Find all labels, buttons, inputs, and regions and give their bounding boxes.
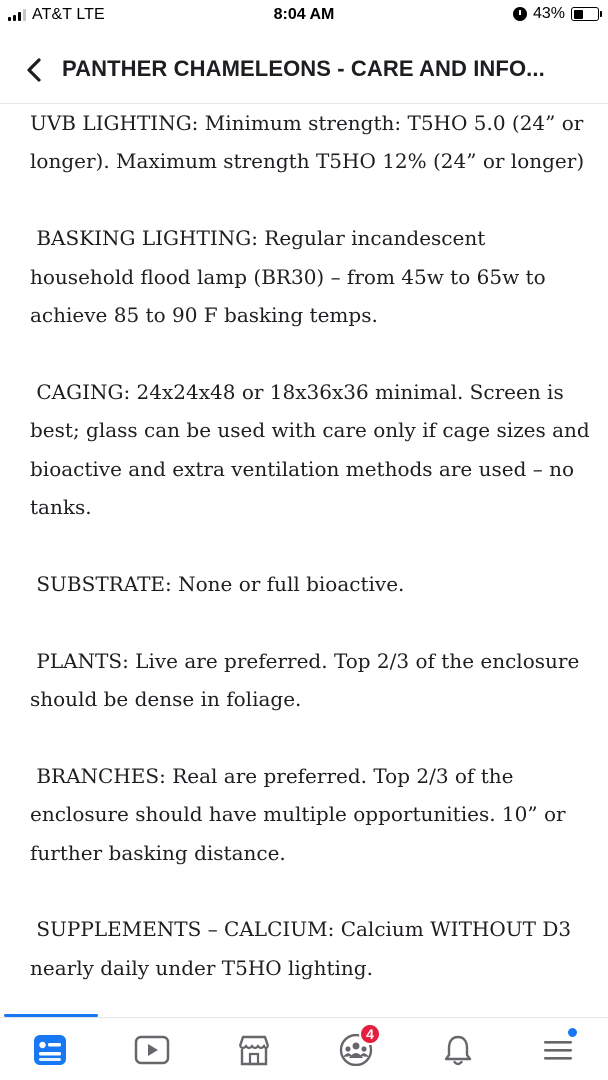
tab-menu[interactable] [536,1030,580,1070]
menu-icon [541,1035,575,1065]
bell-icon [442,1033,474,1067]
video-icon [134,1035,170,1065]
article-paragraph: SUPPLEMENTS – CALCIUM: Calcium WITHOUT D3 nearly daily under T5HO lighting. [30,917,578,980]
signal-icon [8,9,26,21]
tab-news-feed[interactable] [28,1030,72,1070]
nav-header [0,34,608,104]
battery-icon [571,7,599,21]
paragraph-gap [30,872,590,910]
battery-percent: 43% [532,5,565,22]
article-paragraph: PLANTS: Live are preferred. Top 2/3 of the enclosure should be dense in foliage. [30,648,586,712]
tab-marketplace[interactable] [232,1030,276,1070]
tab-watch[interactable] [130,1030,174,1070]
paragraph-gap [30,526,590,564]
back-button[interactable] [14,50,54,90]
alarm-icon [513,7,527,21]
battery-fill [574,10,584,19]
status-right [513,5,602,23]
article-paragraph: UVB LIGHTING: Minimum strength: T5HO 5.0 (24” or longer). Maximum strength T5HO 12% (24” or longer) [30,111,590,174]
status-time: 8:04 AM [273,6,335,23]
status-left [8,6,105,24]
article-paragraph: SUBSTRATE: None or full bioactive. [30,571,405,596]
battery-nub [600,11,602,17]
groups-badge: 4 [359,1023,381,1045]
marketplace-icon [236,1034,272,1066]
paragraph-gap [30,718,590,756]
article-paragraph: BRANCHES: Real are preferred. Top 2/3 of the enclosure should have multiple opportunities. 10” or further basking distance. [30,763,572,865]
paragraph-gap [30,181,590,219]
bottom-tab-bar [0,1017,608,1080]
page-title: PANTHER CHAMELEONS - CARE AND INFO... [62,56,545,81]
status-bar [0,0,608,34]
paragraph-gap [30,603,590,641]
tab-notifications[interactable] [436,1030,480,1070]
news-feed-icon [33,1034,67,1066]
article-body [30,104,597,987]
menu-notification-dot [567,1027,578,1038]
chevron-left-icon [24,57,44,83]
content-area[interactable] [0,104,608,1014]
article-paragraph: BASKING LIGHTING: Regular incandescent household flood lamp (BR30) – from 45w to 65w to achieve 85 to 90 F basking temps. [30,226,552,328]
article-paragraph: CAGING: 24x24x48 or 18x36x36 minimal. Screen is best; glass can be used with care only if cage sizes and bioactive and extra ventilation methods are used – no tanks. [30,379,597,520]
paragraph-gap [30,334,590,372]
carrier-label: AT&T LTE [32,6,105,23]
tab-groups[interactable] [334,1026,378,1070]
